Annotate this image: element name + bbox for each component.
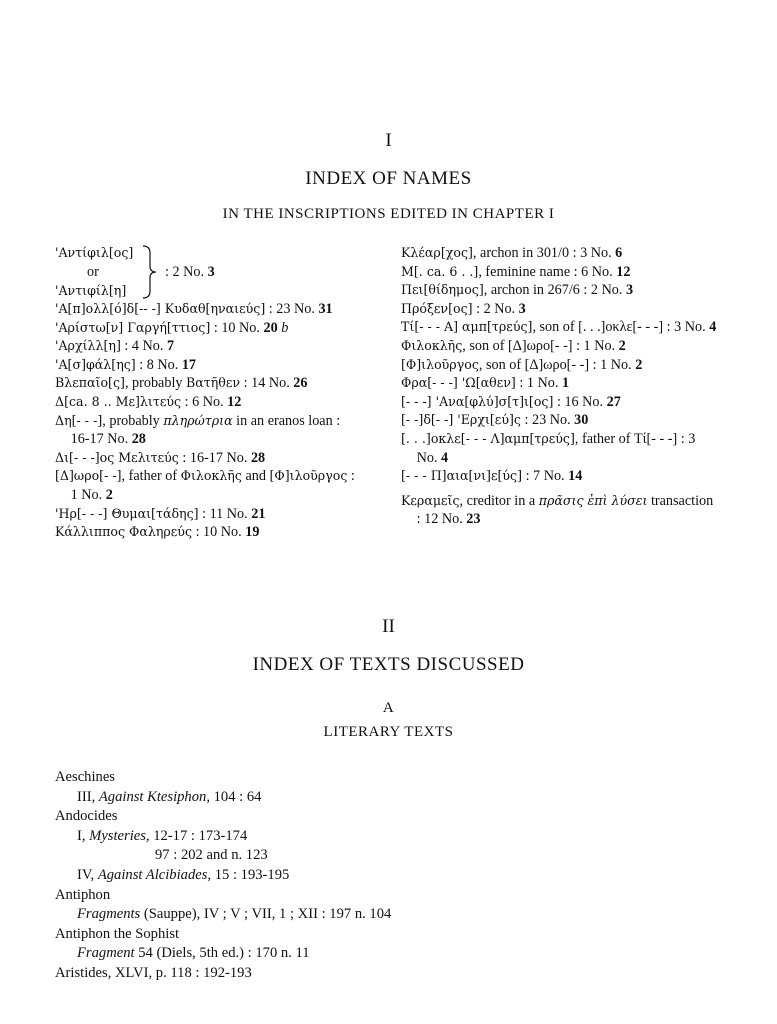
index-entry: [- - - Π]αια[νι]ε[ύς] : 7 No. 14	[401, 468, 583, 485]
section-1-subtitle: IN THE INSCRIPTIONS EDITED IN CHAPTER I	[222, 206, 555, 222]
index-entry: Κλέαρ[χος], archon in 301/0 : 3 No. 6	[401, 245, 623, 261]
index-entry: [- - -] 'Ανα[φλύ]σ[τ]ι[ος] : 16 No. 27	[401, 393, 621, 410]
work-entry: III, Against Ktesiphon, 104 : 64	[77, 788, 262, 805]
index-entry: Δ[ca. 8 .. Με]λιτεύς : 6 No. 12	[55, 393, 242, 410]
index-entry: [Δ]ωρο[- -], father of Φιλοκλῆς and [Φ]ιλοῦργος : 1 No. 2	[55, 468, 355, 503]
work-subentry: 97 : 202 and n. 123	[155, 847, 268, 864]
section-2-letter: A	[382, 700, 395, 716]
index-entry: Πρόξεν[ος] : 2 No. 3	[401, 300, 526, 317]
index-entry: Πει[θίδημος], archon in 267/6 : 2 No. 3	[401, 282, 634, 299]
index-entry: [- -]δ[- -] 'Ερχι[εύ]ς : 23 No. 30	[401, 412, 589, 429]
index-entry: Δι[- - -]ος Μελιτεύς : 16-17 No. 28	[55, 449, 266, 466]
section-2-numeral: II	[382, 616, 395, 637]
section-2-title: INDEX OF TEXTS DISCUSSED	[252, 654, 525, 675]
work-entry: Fragments (Sauppe), IV ; V ; VII, 1 ; XII : 197 n. 104	[77, 906, 392, 923]
section-2-subtitle: LITERARY TEXTS	[323, 724, 454, 740]
index-entry: 'Αρίστω[ν] Γαργή[ττιος] : 10 No. 20 b	[55, 319, 289, 336]
index-entry: Κάλλιππος Φαληρεύς : 10 No. 19	[55, 524, 260, 541]
author-entry: Aristides, XLVI, p. 118 : 192-193	[55, 964, 252, 981]
names-right-column	[401, 244, 719, 529]
brace-name-b: 'Αντιφίλ[η]	[55, 283, 127, 298]
author-entry: Andocides	[55, 808, 118, 825]
index-entry: 'Α[π]ολλ[ό]δ[-- -] Κυδαθ[ηναιεύς] : 23 No. 31	[55, 301, 333, 317]
curly-brace-icon	[141, 244, 161, 300]
index-entry: Βλεπαῖο[ς], probably Βατῆθεν : 14 No. 26	[55, 375, 308, 392]
index-entry: 'Ηρ[- - -] Θυμαι[τάδης] : 11 No. 21	[55, 505, 266, 522]
work-entry: Fragment 54 (Diels, 5th ed.) : 170 n. 11	[77, 945, 310, 962]
author-entry: Antiphon the Sophist	[55, 925, 180, 942]
brace-reference: : 2 No. 3	[165, 264, 215, 280]
work-entry: IV, Against Alcibiades, 15 : 193-195	[77, 866, 290, 883]
index-entry: Φιλοκλῆς, son of [Δ]ωρο[- -] : 1 No. 2	[401, 337, 626, 354]
work-entry: I, Mysteries, 12-17 : 173-174	[77, 827, 248, 844]
brace-or: or	[87, 264, 99, 280]
index-entry: Κεραμεῖς, creditor in a πρᾶσις ἐπὶ λύσει transaction : 12 No. 23	[401, 492, 714, 528]
literary-texts-list	[55, 768, 735, 984]
names-left-column	[55, 244, 355, 542]
index-entry: Δη[- - -], probably πληρώτρια in an eranos loan : 16-17 No. 28	[55, 412, 341, 448]
section-1-title: INDEX OF NAMES	[305, 168, 472, 189]
index-entry: Μ[. ca. 6 . .], feminine name : 6 No. 12	[401, 263, 631, 280]
index-entry: 'Α[σ]φάλ[ης] : 8 No. 17	[55, 356, 197, 373]
index-entry: 'Αρχίλλ[η] : 4 No. 7	[55, 338, 175, 355]
brace-name-a: 'Αντίφιλ[ος]	[55, 245, 134, 260]
author-entry: Antiphon	[55, 886, 111, 903]
section-1-numeral: I	[385, 130, 392, 151]
index-entry: Τί[- - - Α] αμπ[τρεύς], son of [. . .]οκλε[- - -] : 3 No. 4	[401, 319, 717, 336]
brace-entry	[55, 244, 355, 300]
index-entry: [. . .]οκλε[- - - Λ]αμπ[τρεύς], father of Τί[- - -] : 3 No. 4	[401, 430, 696, 466]
author-entry: Aeschines	[55, 769, 115, 785]
index-entry: Φρα[- - -] 'Ω[αθεν] : 1 No. 1	[401, 375, 570, 392]
index-entry: [Φ]ιλοῦργος, son of [Δ]ωρο[- -] : 1 No. 2	[401, 356, 643, 373]
